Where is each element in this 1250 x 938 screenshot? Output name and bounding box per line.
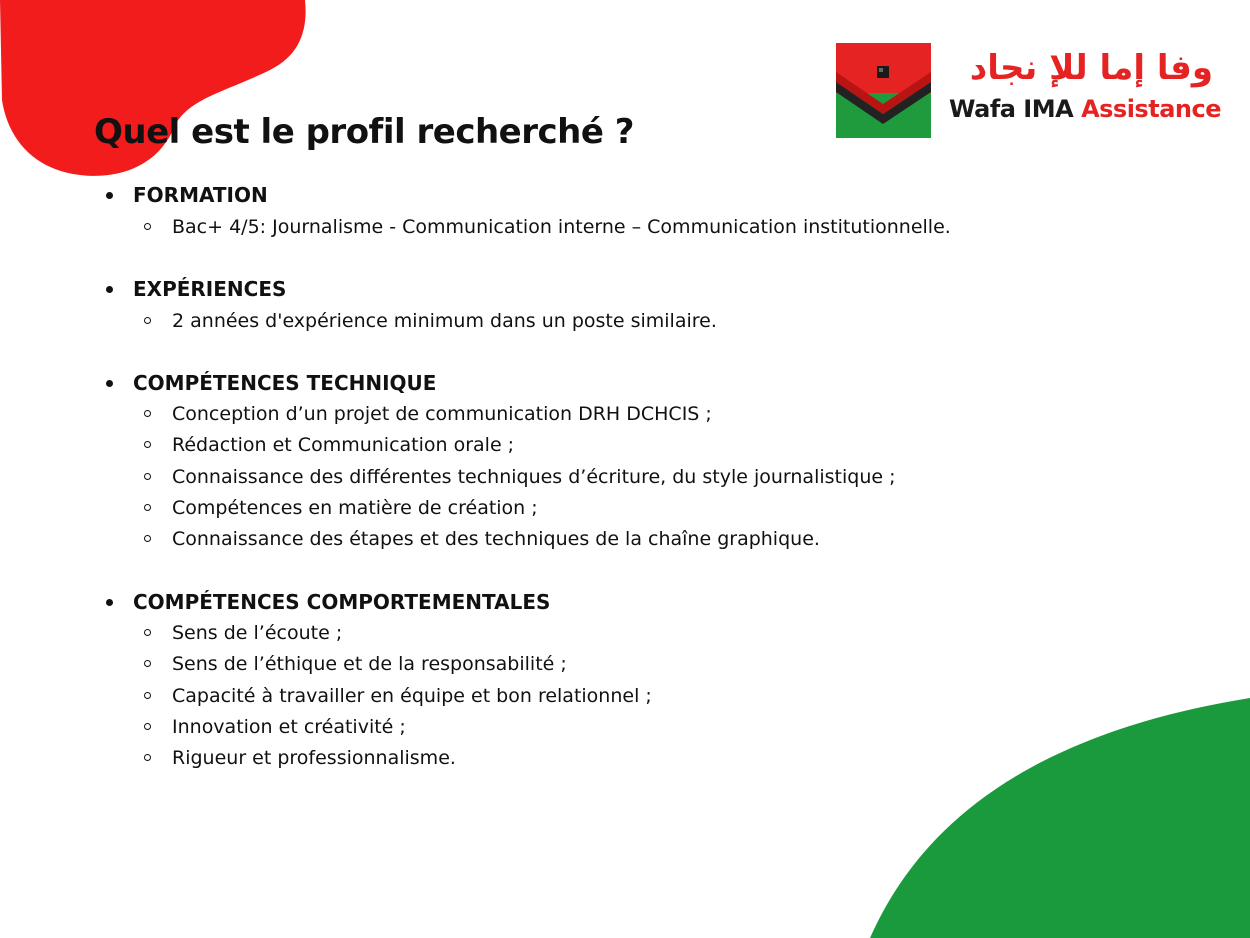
logo-brand-name: Wafa IMA [949, 95, 1074, 123]
section-heading-competences-comportementales: COMPÉTENCES COMPORTEMENTALES [133, 590, 551, 614]
list-item: Rédaction et Communication orale ; [172, 434, 515, 456]
list-item: Sens de l’éthique et de la responsabilité ; [172, 653, 567, 675]
list-item: Bac+ 4/5: Journalisme - Communication interne – Communication institutionnelle. [172, 216, 951, 238]
green-arc-decoration [870, 698, 1250, 938]
list-item: Compétences en matière de création ; [172, 497, 538, 519]
list-item: Connaissance des étapes et des techniques de la chaîne graphique. [172, 528, 820, 550]
logo-brand-suffix: Assistance [1081, 95, 1221, 123]
logo-brand-text [949, 94, 1221, 124]
list-item: Connaissance des différentes techniques d’écriture, du style journalistique ; [172, 466, 896, 488]
section-heading-formation: FORMATION [133, 183, 268, 207]
section-heading-competences-technique: COMPÉTENCES TECHNIQUE [133, 371, 437, 395]
list-item: Rigueur et professionnalisme. [172, 747, 456, 769]
section-heading-experiences: EXPÉRIENCES [133, 277, 287, 301]
list-item: 2 années d'expérience minimum dans un poste similaire. [172, 310, 717, 332]
list-item: Capacité à travailler en équipe et bon relationnel ; [172, 685, 652, 707]
page-title: Quel est le profil recherché ? [94, 112, 634, 152]
wafa-ima-envelope-logo-icon [835, 42, 932, 139]
red-blob-decoration [0, 0, 320, 190]
list-item: Innovation et créativité ; [172, 716, 406, 738]
list-item: Conception d’un projet de communication DRH DCHCIS ; [172, 403, 712, 425]
company-logo [835, 42, 1221, 142]
list-item: Sens de l’écoute ; [172, 622, 343, 644]
logo-arabic-text: وفا إما للإ نجاد [969, 48, 1213, 88]
